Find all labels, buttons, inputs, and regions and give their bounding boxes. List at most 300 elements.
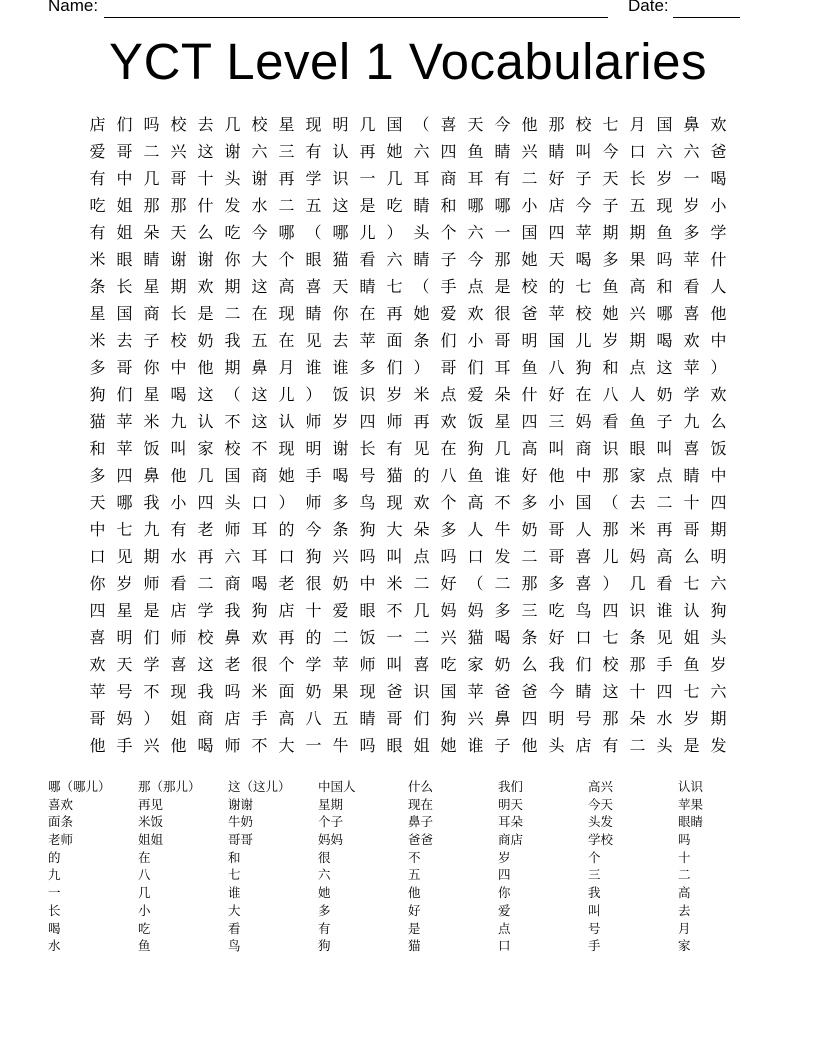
grid-cell[interactable]: 看 xyxy=(170,574,187,593)
grid-cell[interactable]: 奶 xyxy=(305,682,322,701)
grid-cell[interactable]: 喝 xyxy=(656,331,673,350)
grid-cell[interactable]: 狗 xyxy=(251,601,268,620)
grid-cell[interactable]: 几 xyxy=(386,169,403,188)
grid-cell[interactable]: 一 xyxy=(683,169,700,188)
grid-cell[interactable]: 见 xyxy=(116,547,133,566)
grid-cell[interactable]: 十 xyxy=(683,493,700,512)
grid-cell[interactable]: 谢 xyxy=(197,250,214,269)
grid-cell[interactable]: 喜 xyxy=(575,574,592,593)
grid-cell[interactable]: 九 xyxy=(170,412,187,431)
grid-cell[interactable]: 六 xyxy=(710,574,727,593)
grid-cell[interactable]: 四 xyxy=(521,412,538,431)
grid-cell[interactable]: 星 xyxy=(116,601,133,620)
grid-cell[interactable]: 不 xyxy=(224,412,241,431)
grid-cell[interactable]: 米 xyxy=(89,331,106,350)
grid-cell[interactable]: 鼻 xyxy=(143,466,160,485)
grid-cell[interactable]: 们 xyxy=(575,655,592,674)
grid-cell[interactable]: 商 xyxy=(440,169,457,188)
grid-cell[interactable]: 中 xyxy=(89,520,106,539)
grid-cell[interactable]: 们 xyxy=(116,115,133,134)
grid-cell[interactable]: ） xyxy=(602,574,619,593)
grid-cell[interactable]: 店 xyxy=(224,709,241,728)
grid-cell[interactable]: 多 xyxy=(494,601,511,620)
grid-cell[interactable]: 奶 xyxy=(197,331,214,350)
grid-cell[interactable]: 喝 xyxy=(332,466,349,485)
grid-cell[interactable]: 学 xyxy=(197,601,214,620)
grid-cell[interactable]: 再 xyxy=(656,520,673,539)
grid-cell[interactable]: 睛 xyxy=(413,250,430,269)
grid-cell[interactable]: 校 xyxy=(224,439,241,458)
grid-cell[interactable]: 今 xyxy=(305,520,322,539)
grid-cell[interactable]: 见 xyxy=(413,439,430,458)
grid-cell[interactable]: 老 xyxy=(278,574,295,593)
grid-cell[interactable]: 有 xyxy=(305,142,322,161)
grid-cell[interactable]: 鱼 xyxy=(467,466,484,485)
grid-cell[interactable]: 头 xyxy=(413,223,430,242)
grid-cell[interactable]: 叫 xyxy=(386,655,403,674)
grid-cell[interactable]: 饭 xyxy=(359,628,376,647)
grid-cell[interactable]: 五 xyxy=(305,196,322,215)
grid-cell[interactable]: 的 xyxy=(548,277,565,296)
grid-cell[interactable]: 他 xyxy=(521,115,538,134)
grid-cell[interactable]: 去 xyxy=(332,331,349,350)
grid-cell[interactable]: 商 xyxy=(251,466,268,485)
grid-cell[interactable]: 姐 xyxy=(683,628,700,647)
grid-cell[interactable]: 吗 xyxy=(224,682,241,701)
grid-cell[interactable]: 商 xyxy=(575,439,592,458)
grid-cell[interactable]: 在 xyxy=(251,304,268,323)
grid-cell[interactable]: 明 xyxy=(521,331,538,350)
grid-cell[interactable]: 七 xyxy=(602,628,619,647)
grid-cell[interactable]: 识 xyxy=(602,439,619,458)
grid-cell[interactable]: 很 xyxy=(305,574,322,593)
grid-cell[interactable]: 几 xyxy=(359,115,376,134)
grid-cell[interactable]: 发 xyxy=(494,547,511,566)
grid-cell[interactable]: 高 xyxy=(278,709,295,728)
grid-cell[interactable]: 去 xyxy=(116,331,133,350)
grid-cell[interactable]: 这 xyxy=(197,385,214,404)
grid-cell[interactable]: 人 xyxy=(467,520,484,539)
grid-cell[interactable]: 姐 xyxy=(116,196,133,215)
grid-cell[interactable]: 什 xyxy=(521,385,538,404)
grid-cell[interactable]: 条 xyxy=(332,520,349,539)
grid-cell[interactable]: 国 xyxy=(575,493,592,512)
grid-cell[interactable]: 明 xyxy=(710,547,727,566)
grid-cell[interactable]: 多 xyxy=(332,493,349,512)
grid-cell[interactable]: 吃 xyxy=(440,655,457,674)
grid-cell[interactable]: 明 xyxy=(548,709,565,728)
grid-cell[interactable]: 老 xyxy=(197,520,214,539)
grid-cell[interactable]: 有 xyxy=(602,736,619,755)
grid-cell[interactable]: 人 xyxy=(629,385,646,404)
grid-cell[interactable]: 喝 xyxy=(494,628,511,647)
grid-cell[interactable]: 叫 xyxy=(170,439,187,458)
grid-cell[interactable]: 三 xyxy=(548,412,565,431)
grid-cell[interactable]: 二 xyxy=(629,736,646,755)
grid-cell[interactable]: （ xyxy=(467,574,484,593)
grid-cell[interactable]: 几 xyxy=(629,574,646,593)
grid-cell[interactable]: 一 xyxy=(494,223,511,242)
grid-cell[interactable]: 现 xyxy=(656,196,673,215)
grid-cell[interactable]: 四 xyxy=(89,601,106,620)
grid-cell[interactable]: 多 xyxy=(89,358,106,377)
grid-cell[interactable]: 饭 xyxy=(332,385,349,404)
grid-cell[interactable]: 这 xyxy=(656,358,673,377)
grid-cell[interactable]: 苹 xyxy=(116,412,133,431)
grid-cell[interactable]: 今 xyxy=(494,115,511,134)
grid-cell[interactable]: 天 xyxy=(89,493,106,512)
grid-cell[interactable]: 号 xyxy=(116,682,133,701)
grid-cell[interactable]: 叫 xyxy=(656,439,673,458)
grid-cell[interactable]: 这 xyxy=(197,655,214,674)
grid-cell[interactable]: 几 xyxy=(197,466,214,485)
grid-cell[interactable]: 眼 xyxy=(116,250,133,269)
grid-cell[interactable]: 眼 xyxy=(386,736,403,755)
grid-cell[interactable]: 耳 xyxy=(467,169,484,188)
grid-cell[interactable]: 师 xyxy=(224,736,241,755)
grid-cell[interactable]: 朵 xyxy=(413,520,430,539)
grid-cell[interactable]: 好 xyxy=(548,628,565,647)
grid-cell[interactable]: 狗 xyxy=(305,547,322,566)
grid-cell[interactable]: 期 xyxy=(710,709,727,728)
grid-cell[interactable]: 她 xyxy=(602,304,619,323)
grid-cell[interactable]: 鼻 xyxy=(251,358,268,377)
grid-cell[interactable]: 饭 xyxy=(710,439,727,458)
grid-cell[interactable]: 十 xyxy=(197,169,214,188)
grid-cell[interactable]: 奶 xyxy=(521,520,538,539)
grid-cell[interactable]: 二 xyxy=(413,574,430,593)
grid-cell[interactable]: 六 xyxy=(386,250,403,269)
grid-cell[interactable]: 期 xyxy=(224,277,241,296)
grid-cell[interactable]: 国 xyxy=(224,466,241,485)
grid-cell[interactable]: 师 xyxy=(305,493,322,512)
grid-cell[interactable]: 么 xyxy=(521,655,538,674)
grid-cell[interactable]: 长 xyxy=(629,169,646,188)
grid-cell[interactable]: 国 xyxy=(656,115,673,134)
grid-cell[interactable]: 四 xyxy=(656,682,673,701)
grid-cell[interactable]: 点 xyxy=(629,358,646,377)
grid-cell[interactable]: 狗 xyxy=(710,601,727,620)
grid-cell[interactable]: 欢 xyxy=(710,115,727,134)
grid-cell[interactable]: 大 xyxy=(251,250,268,269)
grid-cell[interactable]: 今 xyxy=(548,682,565,701)
grid-cell[interactable]: 认 xyxy=(332,142,349,161)
grid-cell[interactable]: 喜 xyxy=(575,547,592,566)
grid-cell[interactable]: 吃 xyxy=(224,223,241,242)
grid-cell[interactable]: 苹 xyxy=(548,304,565,323)
grid-cell[interactable]: 睛 xyxy=(548,142,565,161)
grid-cell[interactable]: 发 xyxy=(710,736,727,755)
grid-cell[interactable]: 姐 xyxy=(116,223,133,242)
grid-cell[interactable]: 商 xyxy=(224,574,241,593)
grid-cell[interactable]: 不 xyxy=(494,493,511,512)
grid-cell[interactable]: 子 xyxy=(143,331,160,350)
grid-cell[interactable]: 手 xyxy=(440,277,457,296)
grid-cell[interactable]: 长 xyxy=(116,277,133,296)
grid-cell[interactable]: 现 xyxy=(305,115,322,134)
grid-cell[interactable]: 期 xyxy=(710,520,727,539)
grid-cell[interactable]: 兴 xyxy=(143,736,160,755)
grid-cell[interactable]: 九 xyxy=(143,520,160,539)
grid-cell[interactable]: 哪 xyxy=(116,493,133,512)
grid-cell[interactable]: 们 xyxy=(413,709,430,728)
grid-cell[interactable]: 你 xyxy=(89,574,106,593)
grid-cell[interactable]: 有 xyxy=(170,520,187,539)
grid-cell[interactable]: 好 xyxy=(521,466,538,485)
grid-cell[interactable]: 看 xyxy=(359,250,376,269)
grid-cell[interactable]: 岁 xyxy=(683,709,700,728)
grid-cell[interactable]: 苹 xyxy=(683,250,700,269)
grid-cell[interactable]: 什 xyxy=(710,250,727,269)
grid-cell[interactable]: 六 xyxy=(467,223,484,242)
grid-cell[interactable]: 长 xyxy=(170,304,187,323)
grid-cell[interactable]: 姐 xyxy=(170,709,187,728)
grid-cell[interactable]: 这 xyxy=(251,412,268,431)
grid-cell[interactable]: 他 xyxy=(548,466,565,485)
grid-cell[interactable]: 欢 xyxy=(467,304,484,323)
grid-cell[interactable]: 条 xyxy=(413,331,430,350)
grid-cell[interactable]: 谁 xyxy=(494,466,511,485)
grid-cell[interactable]: 喝 xyxy=(710,169,727,188)
grid-cell[interactable]: 七 xyxy=(683,682,700,701)
grid-cell[interactable]: 这 xyxy=(332,196,349,215)
grid-cell[interactable]: 鸟 xyxy=(575,601,592,620)
grid-cell[interactable]: 师 xyxy=(386,412,403,431)
grid-cell[interactable]: 四 xyxy=(116,466,133,485)
grid-cell[interactable]: 今 xyxy=(602,142,619,161)
grid-cell[interactable]: 校 xyxy=(602,655,619,674)
grid-cell[interactable]: 期 xyxy=(629,223,646,242)
grid-cell[interactable]: 小 xyxy=(521,196,538,215)
grid-cell[interactable]: 么 xyxy=(197,223,214,242)
grid-cell[interactable]: 米 xyxy=(629,520,646,539)
grid-cell[interactable]: 和 xyxy=(602,358,619,377)
grid-cell[interactable]: 吃 xyxy=(89,196,106,215)
grid-cell[interactable]: 岁 xyxy=(710,655,727,674)
grid-cell[interactable]: 明 xyxy=(116,628,133,647)
grid-cell[interactable]: 天 xyxy=(548,250,565,269)
grid-cell[interactable]: 几 xyxy=(494,439,511,458)
grid-cell[interactable]: 家 xyxy=(629,466,646,485)
grid-cell[interactable]: 很 xyxy=(494,304,511,323)
grid-cell[interactable]: 号 xyxy=(575,709,592,728)
grid-cell[interactable]: ） xyxy=(710,358,727,377)
grid-cell[interactable]: 那 xyxy=(143,196,160,215)
grid-cell[interactable]: 爸 xyxy=(494,682,511,701)
grid-cell[interactable]: 七 xyxy=(602,115,619,134)
grid-cell[interactable]: 岁 xyxy=(116,574,133,593)
grid-cell[interactable]: 看 xyxy=(602,412,619,431)
grid-cell[interactable]: 好 xyxy=(548,385,565,404)
grid-cell[interactable]: 睛 xyxy=(413,196,430,215)
grid-cell[interactable]: 果 xyxy=(332,682,349,701)
grid-cell[interactable]: 猫 xyxy=(386,466,403,485)
grid-cell[interactable]: 哪 xyxy=(494,196,511,215)
grid-cell[interactable]: 谢 xyxy=(332,439,349,458)
grid-cell[interactable]: 那 xyxy=(521,574,538,593)
grid-cell[interactable]: 好 xyxy=(440,574,457,593)
grid-cell[interactable]: 六 xyxy=(710,682,727,701)
grid-cell[interactable]: 国 xyxy=(548,331,565,350)
grid-cell[interactable]: 十 xyxy=(305,601,322,620)
grid-cell[interactable]: 狗 xyxy=(359,520,376,539)
grid-cell[interactable]: 多 xyxy=(683,223,700,242)
grid-cell[interactable]: 那 xyxy=(602,466,619,485)
grid-cell[interactable]: 和 xyxy=(656,277,673,296)
grid-cell[interactable]: 儿 xyxy=(575,331,592,350)
grid-cell[interactable]: 校 xyxy=(521,277,538,296)
grid-cell[interactable]: 这 xyxy=(602,682,619,701)
grid-cell[interactable]: 是 xyxy=(683,736,700,755)
grid-cell[interactable]: 鱼 xyxy=(521,358,538,377)
grid-cell[interactable]: 六 xyxy=(224,547,241,566)
grid-cell[interactable]: 九 xyxy=(683,412,700,431)
grid-cell[interactable]: 十 xyxy=(629,682,646,701)
grid-cell[interactable]: 现 xyxy=(359,682,376,701)
grid-cell[interactable]: 七 xyxy=(683,574,700,593)
grid-cell[interactable]: 谢 xyxy=(251,169,268,188)
grid-cell[interactable]: 谁 xyxy=(656,601,673,620)
grid-cell[interactable]: 再 xyxy=(386,304,403,323)
grid-cell[interactable]: 鱼 xyxy=(656,223,673,242)
grid-cell[interactable]: 鱼 xyxy=(629,412,646,431)
grid-cell[interactable]: 什 xyxy=(197,196,214,215)
grid-cell[interactable]: 们 xyxy=(143,628,160,647)
grid-cell[interactable]: 星 xyxy=(278,115,295,134)
grid-cell[interactable]: 二 xyxy=(332,628,349,647)
grid-cell[interactable]: 天 xyxy=(602,169,619,188)
grid-cell[interactable]: 识 xyxy=(332,169,349,188)
grid-cell[interactable]: 天 xyxy=(332,277,349,296)
grid-cell[interactable]: 七 xyxy=(386,277,403,296)
grid-cell[interactable]: 哪 xyxy=(278,223,295,242)
grid-cell[interactable]: 手 xyxy=(656,655,673,674)
grid-cell[interactable]: 哪 xyxy=(467,196,484,215)
grid-cell[interactable]: 期 xyxy=(143,547,160,566)
grid-cell[interactable]: 二 xyxy=(494,574,511,593)
grid-cell[interactable]: 姐 xyxy=(413,736,430,755)
grid-cell[interactable]: 喜 xyxy=(683,304,700,323)
grid-cell[interactable]: 商 xyxy=(197,709,214,728)
grid-cell[interactable]: 中 xyxy=(359,574,376,593)
grid-cell[interactable]: 学 xyxy=(305,655,322,674)
grid-cell[interactable]: 二 xyxy=(197,574,214,593)
grid-cell[interactable]: 耳 xyxy=(251,520,268,539)
grid-cell[interactable]: 师 xyxy=(305,412,322,431)
grid-cell[interactable]: 四 xyxy=(602,601,619,620)
grid-cell[interactable]: 鸟 xyxy=(359,493,376,512)
grid-cell[interactable]: 这 xyxy=(251,277,268,296)
grid-cell[interactable]: 七 xyxy=(575,277,592,296)
grid-cell[interactable]: 睛 xyxy=(575,682,592,701)
grid-cell[interactable]: 叫 xyxy=(386,547,403,566)
grid-cell[interactable]: 她 xyxy=(440,736,457,755)
grid-cell[interactable]: 头 xyxy=(710,628,727,647)
grid-cell[interactable]: 几 xyxy=(224,115,241,134)
grid-cell[interactable]: 哥 xyxy=(494,331,511,350)
grid-cell[interactable]: 学 xyxy=(305,169,322,188)
grid-cell[interactable]: 欢 xyxy=(413,493,430,512)
grid-cell[interactable]: 个 xyxy=(278,250,295,269)
grid-cell[interactable]: 米 xyxy=(386,574,403,593)
grid-cell[interactable]: 饭 xyxy=(467,412,484,431)
grid-cell[interactable]: 口 xyxy=(251,493,268,512)
grid-cell[interactable]: 哥 xyxy=(548,547,565,566)
grid-cell[interactable]: 二 xyxy=(224,304,241,323)
grid-cell[interactable]: 睛 xyxy=(359,709,376,728)
grid-cell[interactable]: 子 xyxy=(440,250,457,269)
grid-cell[interactable]: 校 xyxy=(575,304,592,323)
grid-cell[interactable]: 鱼 xyxy=(683,655,700,674)
grid-cell[interactable]: 兴 xyxy=(521,142,538,161)
grid-cell[interactable]: 奶 xyxy=(494,655,511,674)
grid-cell[interactable]: 喝 xyxy=(575,250,592,269)
grid-cell[interactable]: 多 xyxy=(359,358,376,377)
grid-cell[interactable]: 猫 xyxy=(89,412,106,431)
grid-cell[interactable]: ） xyxy=(143,709,160,728)
grid-cell[interactable]: 吗 xyxy=(440,547,457,566)
grid-cell[interactable]: 认 xyxy=(197,412,214,431)
grid-cell[interactable]: 吗 xyxy=(656,250,673,269)
grid-cell[interactable]: 看 xyxy=(656,574,673,593)
grid-cell[interactable]: 国 xyxy=(521,223,538,242)
grid-cell[interactable]: 喜 xyxy=(170,655,187,674)
grid-cell[interactable]: 师 xyxy=(224,520,241,539)
grid-cell[interactable]: 三 xyxy=(278,142,295,161)
grid-cell[interactable]: 哥 xyxy=(548,520,565,539)
grid-cell[interactable]: 五 xyxy=(251,331,268,350)
grid-cell[interactable]: 那 xyxy=(170,196,187,215)
grid-cell[interactable]: 哥 xyxy=(440,358,457,377)
grid-cell[interactable]: 爸 xyxy=(521,682,538,701)
grid-cell[interactable]: 他 xyxy=(197,358,214,377)
grid-cell[interactable]: 爱 xyxy=(440,304,457,323)
grid-cell[interactable]: 学 xyxy=(143,655,160,674)
grid-cell[interactable]: 星 xyxy=(143,277,160,296)
grid-cell[interactable]: 吃 xyxy=(548,601,565,620)
grid-cell[interactable]: 高 xyxy=(467,493,484,512)
grid-cell[interactable]: （ xyxy=(224,385,241,404)
grid-cell[interactable]: 睛 xyxy=(683,466,700,485)
grid-cell[interactable]: ） xyxy=(413,358,430,377)
grid-cell[interactable]: 四 xyxy=(197,493,214,512)
grid-cell[interactable]: 岁 xyxy=(332,412,349,431)
grid-cell[interactable]: 国 xyxy=(116,304,133,323)
grid-cell[interactable]: 师 xyxy=(359,655,376,674)
grid-cell[interactable]: 个 xyxy=(278,655,295,674)
grid-cell[interactable]: 鼻 xyxy=(224,628,241,647)
grid-cell[interactable]: 高 xyxy=(656,547,673,566)
grid-cell[interactable]: 再 xyxy=(278,628,295,647)
grid-cell[interactable]: 是 xyxy=(494,277,511,296)
grid-cell[interactable]: 你 xyxy=(332,304,349,323)
grid-cell[interactable]: 欢 xyxy=(683,331,700,350)
grid-cell[interactable]: 期 xyxy=(170,277,187,296)
grid-cell[interactable]: 妈 xyxy=(629,547,646,566)
grid-cell[interactable]: 店 xyxy=(575,736,592,755)
grid-cell[interactable]: （ xyxy=(305,223,322,242)
grid-cell[interactable]: 中 xyxy=(170,358,187,377)
grid-cell[interactable]: 口 xyxy=(467,547,484,566)
name-blank-line[interactable] xyxy=(104,17,608,18)
grid-cell[interactable]: 儿 xyxy=(278,385,295,404)
grid-cell[interactable]: 店 xyxy=(548,196,565,215)
grid-cell[interactable]: 那 xyxy=(602,709,619,728)
grid-cell[interactable]: 是 xyxy=(143,601,160,620)
grid-cell[interactable]: 苹 xyxy=(359,331,376,350)
grid-cell[interactable]: 喝 xyxy=(251,574,268,593)
grid-cell[interactable]: 校 xyxy=(575,115,592,134)
